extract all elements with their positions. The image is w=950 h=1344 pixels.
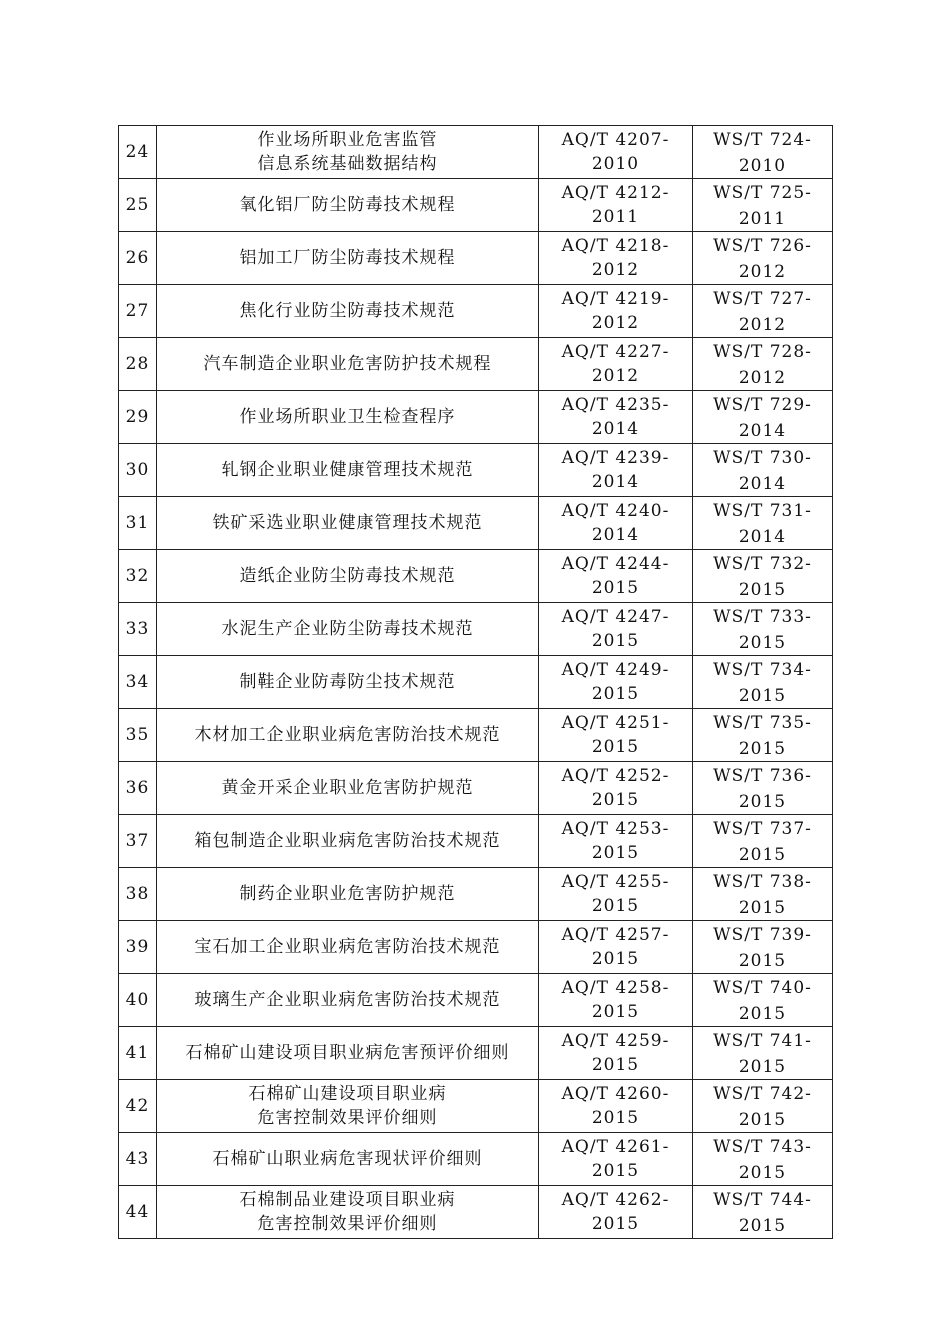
row-number: 44: [125, 1202, 150, 1222]
aq-code-cell: [539, 179, 693, 232]
standard-name-line: 造纸企业防尘防毒技术规范: [239, 566, 456, 586]
row-number-cell: [119, 603, 157, 656]
standard-name-cell: [157, 974, 539, 1027]
ws-code-line: WS/T 740-: [713, 978, 812, 998]
aq-code-cell: [539, 1027, 693, 1080]
standard-name-cell: [157, 815, 539, 868]
table-row: [119, 338, 833, 391]
table-row: [119, 126, 833, 179]
ws-code-cell: [693, 1186, 833, 1239]
aq-code: AQ/T 4252-2015: [561, 766, 670, 810]
ws-code-line: WS/T 736-: [713, 766, 812, 786]
ws-code-line: WS/T 732-: [713, 554, 812, 574]
ws-code-line: 2015: [738, 951, 787, 971]
row-number: 35: [125, 725, 150, 745]
ws-code-line: WS/T 731-: [713, 501, 812, 521]
ws-code-cell: [693, 1080, 833, 1133]
aq-code: AQ/T 4255-2015: [561, 872, 670, 916]
table-row: [119, 497, 833, 550]
table-row: [119, 656, 833, 709]
ws-code-line: WS/T 735-: [713, 713, 812, 733]
aq-code-cell: [539, 126, 693, 179]
table-row: [119, 709, 833, 762]
aq-code-cell: [539, 550, 693, 603]
ws-code-cell: [693, 126, 833, 179]
aq-code-cell: [539, 603, 693, 656]
row-number: 37: [125, 831, 150, 851]
aq-code-cell: [539, 391, 693, 444]
table-row: [119, 762, 833, 815]
aq-code-cell: [539, 1133, 693, 1186]
standard-name-cell: [157, 232, 539, 285]
ws-code-line: WS/T 727-: [713, 289, 812, 309]
row-number-cell: [119, 285, 157, 338]
row-number-cell: [119, 974, 157, 1027]
row-number-cell: [119, 179, 157, 232]
row-number: 24: [125, 142, 150, 162]
aq-code-cell: [539, 232, 693, 285]
aq-code: AQ/T 4251-2015: [561, 713, 670, 757]
ws-code-cell: [693, 550, 833, 603]
standard-name-line: 箱包制造企业职业病危害防治技术规范: [194, 831, 501, 851]
table-row: [119, 1133, 833, 1186]
ws-code-line: 2012: [738, 315, 787, 335]
row-number: 40: [125, 990, 150, 1010]
ws-code-line: 2012: [738, 368, 787, 388]
row-number-cell: [119, 444, 157, 497]
standard-name-line: 信息系统基础数据结构: [257, 154, 438, 174]
standard-name-cell: [157, 1133, 539, 1186]
aq-code: AQ/T 4244-2015: [561, 554, 670, 598]
row-number-cell: [119, 815, 157, 868]
standard-name-line: 宝石加工企业职业病危害防治技术规范: [194, 937, 501, 957]
table-row: [119, 391, 833, 444]
standard-name-cell: [157, 603, 539, 656]
standards-table-body: [119, 126, 833, 1239]
standard-name-cell: [157, 1080, 539, 1133]
row-number-cell: [119, 656, 157, 709]
aq-code-cell: [539, 497, 693, 550]
ws-code-cell: [693, 232, 833, 285]
row-number: 38: [125, 884, 150, 904]
ws-code-cell: [693, 444, 833, 497]
row-number-cell: [119, 1186, 157, 1239]
table-row: [119, 1080, 833, 1133]
ws-code-line: 2015: [738, 1004, 787, 1024]
aq-code: AQ/T 4253-2015: [561, 819, 670, 863]
standard-name-line: 黄金开采企业职业危害防护规范: [221, 778, 474, 798]
table-row: [119, 974, 833, 1027]
ws-code-cell: [693, 497, 833, 550]
standard-name-cell: [157, 868, 539, 921]
row-number-cell: [119, 391, 157, 444]
ws-code-line: WS/T 730-: [713, 448, 812, 468]
standard-name-cell: [157, 391, 539, 444]
ws-code-line: WS/T 738-: [713, 872, 812, 892]
ws-code-line: WS/T 726-: [713, 236, 812, 256]
aq-code-cell: [539, 921, 693, 974]
ws-code-line: WS/T 744-: [713, 1190, 812, 1210]
row-number: 43: [125, 1149, 150, 1169]
ws-code-cell: [693, 762, 833, 815]
table-row: [119, 815, 833, 868]
aq-code: AQ/T 4235-2014: [561, 395, 670, 439]
ws-code-line: 2015: [738, 845, 787, 865]
ws-code-line: WS/T 743-: [713, 1137, 812, 1157]
ws-code-line: WS/T 724-: [713, 130, 812, 150]
standard-name-line: 木材加工企业职业病危害防治技术规范: [194, 725, 501, 745]
row-number-cell: [119, 1133, 157, 1186]
row-number: 36: [125, 778, 150, 798]
standard-name-line: 危害控制效果评价细则: [257, 1108, 438, 1128]
standard-name-cell: [157, 338, 539, 391]
aq-code-cell: [539, 762, 693, 815]
aq-code: AQ/T 4212-2011: [561, 183, 670, 227]
row-number: 34: [125, 672, 150, 692]
ws-code-line: 2015: [738, 898, 787, 918]
standard-name-cell: [157, 1186, 539, 1239]
standard-name-cell: [157, 550, 539, 603]
row-number-cell: [119, 921, 157, 974]
ws-code-cell: [693, 179, 833, 232]
row-number: 25: [125, 195, 150, 215]
row-number-cell: [119, 1027, 157, 1080]
ws-code-cell: [693, 391, 833, 444]
aq-code: AQ/T 4261-2015: [561, 1137, 670, 1181]
standard-name-line: 焦化行业防尘防毒技术规范: [239, 301, 456, 321]
standard-name-line: 石棉矿山建设项目职业病危害预评价细则: [185, 1043, 510, 1063]
row-number-cell: [119, 762, 157, 815]
row-number: 26: [125, 248, 150, 268]
standards-table: [118, 125, 833, 1239]
aq-code-cell: [539, 656, 693, 709]
table-row: [119, 921, 833, 974]
aq-code: AQ/T 4239-2014: [561, 448, 670, 492]
standard-name-cell: [157, 1027, 539, 1080]
standard-name-line: 铝加工厂防尘防毒技术规程: [239, 248, 456, 268]
standard-name-line: 危害控制效果评价细则: [257, 1214, 438, 1234]
standard-name-line: 水泥生产企业防尘防毒技术规范: [221, 619, 474, 639]
aq-code: AQ/T 4218-2012: [561, 236, 670, 280]
row-number-cell: [119, 709, 157, 762]
standard-name-cell: [157, 921, 539, 974]
standard-name-cell: [157, 126, 539, 179]
standard-name-cell: [157, 656, 539, 709]
ws-code-cell: [693, 974, 833, 1027]
ws-code-line: WS/T 741-: [713, 1031, 812, 1051]
row-number: 28: [125, 354, 150, 374]
ws-code-cell: [693, 1027, 833, 1080]
aq-code: AQ/T 4249-2015: [561, 660, 670, 704]
aq-code: AQ/T 4207-2010: [561, 130, 670, 174]
row-number: 41: [125, 1043, 150, 1063]
ws-code-cell: [693, 338, 833, 391]
row-number: 33: [125, 619, 150, 639]
aq-code: AQ/T 4219-2012: [561, 289, 670, 333]
ws-code-line: 2014: [738, 474, 787, 494]
ws-code-line: WS/T 737-: [713, 819, 812, 839]
ws-code-cell: [693, 285, 833, 338]
ws-code-line: 2015: [738, 1163, 787, 1183]
ws-code-line: 2015: [738, 1057, 787, 1077]
standard-name-line: 石棉制品业建设项目职业病: [239, 1190, 456, 1210]
row-number: 30: [125, 460, 150, 480]
ws-code-line: 2015: [738, 580, 787, 600]
ws-code-line: 2015: [738, 1110, 787, 1130]
ws-code-line: 2015: [738, 1216, 787, 1236]
ws-code-line: 2011: [738, 209, 787, 229]
ws-code-cell: [693, 921, 833, 974]
aq-code: AQ/T 4227-2012: [561, 342, 670, 386]
row-number-cell: [119, 497, 157, 550]
aq-code-cell: [539, 1080, 693, 1133]
standard-name-line: 汽车制造企业职业危害防护技术规程: [203, 354, 492, 374]
ws-code-line: 2015: [738, 633, 787, 653]
ws-code-cell: [693, 709, 833, 762]
table-row: [119, 285, 833, 338]
standard-name-cell: [157, 285, 539, 338]
ws-code-line: WS/T 742-: [713, 1084, 812, 1104]
ws-code-line: WS/T 725-: [713, 183, 812, 203]
aq-code-cell: [539, 709, 693, 762]
aq-code-cell: [539, 868, 693, 921]
standard-name-line: 作业场所职业危害监管: [257, 130, 438, 150]
table-row: [119, 444, 833, 497]
ws-code-line: WS/T 734-: [713, 660, 812, 680]
standard-name-cell: [157, 709, 539, 762]
ws-code-line: WS/T 739-: [713, 925, 812, 945]
standard-name-cell: [157, 179, 539, 232]
aq-code: AQ/T 4262-2015: [561, 1190, 670, 1234]
ws-code-cell: [693, 868, 833, 921]
table-row: [119, 868, 833, 921]
ws-code-line: 2015: [738, 792, 787, 812]
standard-name-line: 石棉矿山职业病危害现状评价细则: [212, 1149, 483, 1169]
ws-code-line: 2014: [738, 421, 787, 441]
ws-code-line: 2014: [738, 527, 787, 547]
table-row: [119, 1186, 833, 1239]
aq-code: AQ/T 4257-2015: [561, 925, 670, 969]
row-number: 32: [125, 566, 150, 586]
row-number-cell: [119, 232, 157, 285]
row-number: 31: [125, 513, 150, 533]
row-number: 39: [125, 937, 150, 957]
ws-code-line: WS/T 733-: [713, 607, 812, 627]
row-number-cell: [119, 868, 157, 921]
standard-name-line: 制鞋企业防毒防尘技术规范: [239, 672, 456, 692]
aq-code-cell: [539, 444, 693, 497]
ws-code-line: 2010: [738, 156, 787, 176]
table-row: [119, 232, 833, 285]
row-number-cell: [119, 1080, 157, 1133]
aq-code: AQ/T 4258-2015: [561, 978, 670, 1022]
table-row: [119, 550, 833, 603]
standard-name-line: 石棉矿山建设项目职业病: [248, 1084, 447, 1104]
table-row: [119, 603, 833, 656]
row-number: 27: [125, 301, 150, 321]
ws-code-line: WS/T 728-: [713, 342, 812, 362]
table-row: [119, 1027, 833, 1080]
row-number-cell: [119, 126, 157, 179]
ws-code-cell: [693, 815, 833, 868]
aq-code: AQ/T 4260-2015: [561, 1084, 670, 1128]
standard-name-line: 氧化铝厂防尘防毒技术规程: [239, 195, 456, 215]
standard-name-line: 玻璃生产企业职业病危害防治技术规范: [194, 990, 501, 1010]
aq-code-cell: [539, 338, 693, 391]
aq-code: AQ/T 4240-2014: [561, 501, 670, 545]
ws-code-cell: [693, 1133, 833, 1186]
standard-name-cell: [157, 444, 539, 497]
standard-name-line: 铁矿采选业职业健康管理技术规范: [212, 513, 483, 533]
ws-code-line: 2015: [738, 739, 787, 759]
standard-name-line: 轧钢企业职业健康管理技术规范: [221, 460, 474, 480]
standard-name-cell: [157, 762, 539, 815]
aq-code-cell: [539, 285, 693, 338]
aq-code-cell: [539, 974, 693, 1027]
aq-code: AQ/T 4247-2015: [561, 607, 670, 651]
row-number-cell: [119, 338, 157, 391]
aq-code-cell: [539, 815, 693, 868]
row-number-cell: [119, 550, 157, 603]
ws-code-cell: [693, 656, 833, 709]
ws-code-cell: [693, 603, 833, 656]
ws-code-line: 2015: [738, 686, 787, 706]
table-row: [119, 179, 833, 232]
ws-code-line: WS/T 729-: [713, 395, 812, 415]
aq-code: AQ/T 4259-2015: [561, 1031, 670, 1075]
row-number: 42: [125, 1096, 150, 1116]
standard-name-line: 作业场所职业卫生检查程序: [239, 407, 456, 427]
standard-name-line: 制药企业职业危害防护规范: [239, 884, 456, 904]
standard-name-cell: [157, 497, 539, 550]
aq-code-cell: [539, 1186, 693, 1239]
ws-code-line: 2012: [738, 262, 787, 282]
row-number: 29: [125, 407, 150, 427]
